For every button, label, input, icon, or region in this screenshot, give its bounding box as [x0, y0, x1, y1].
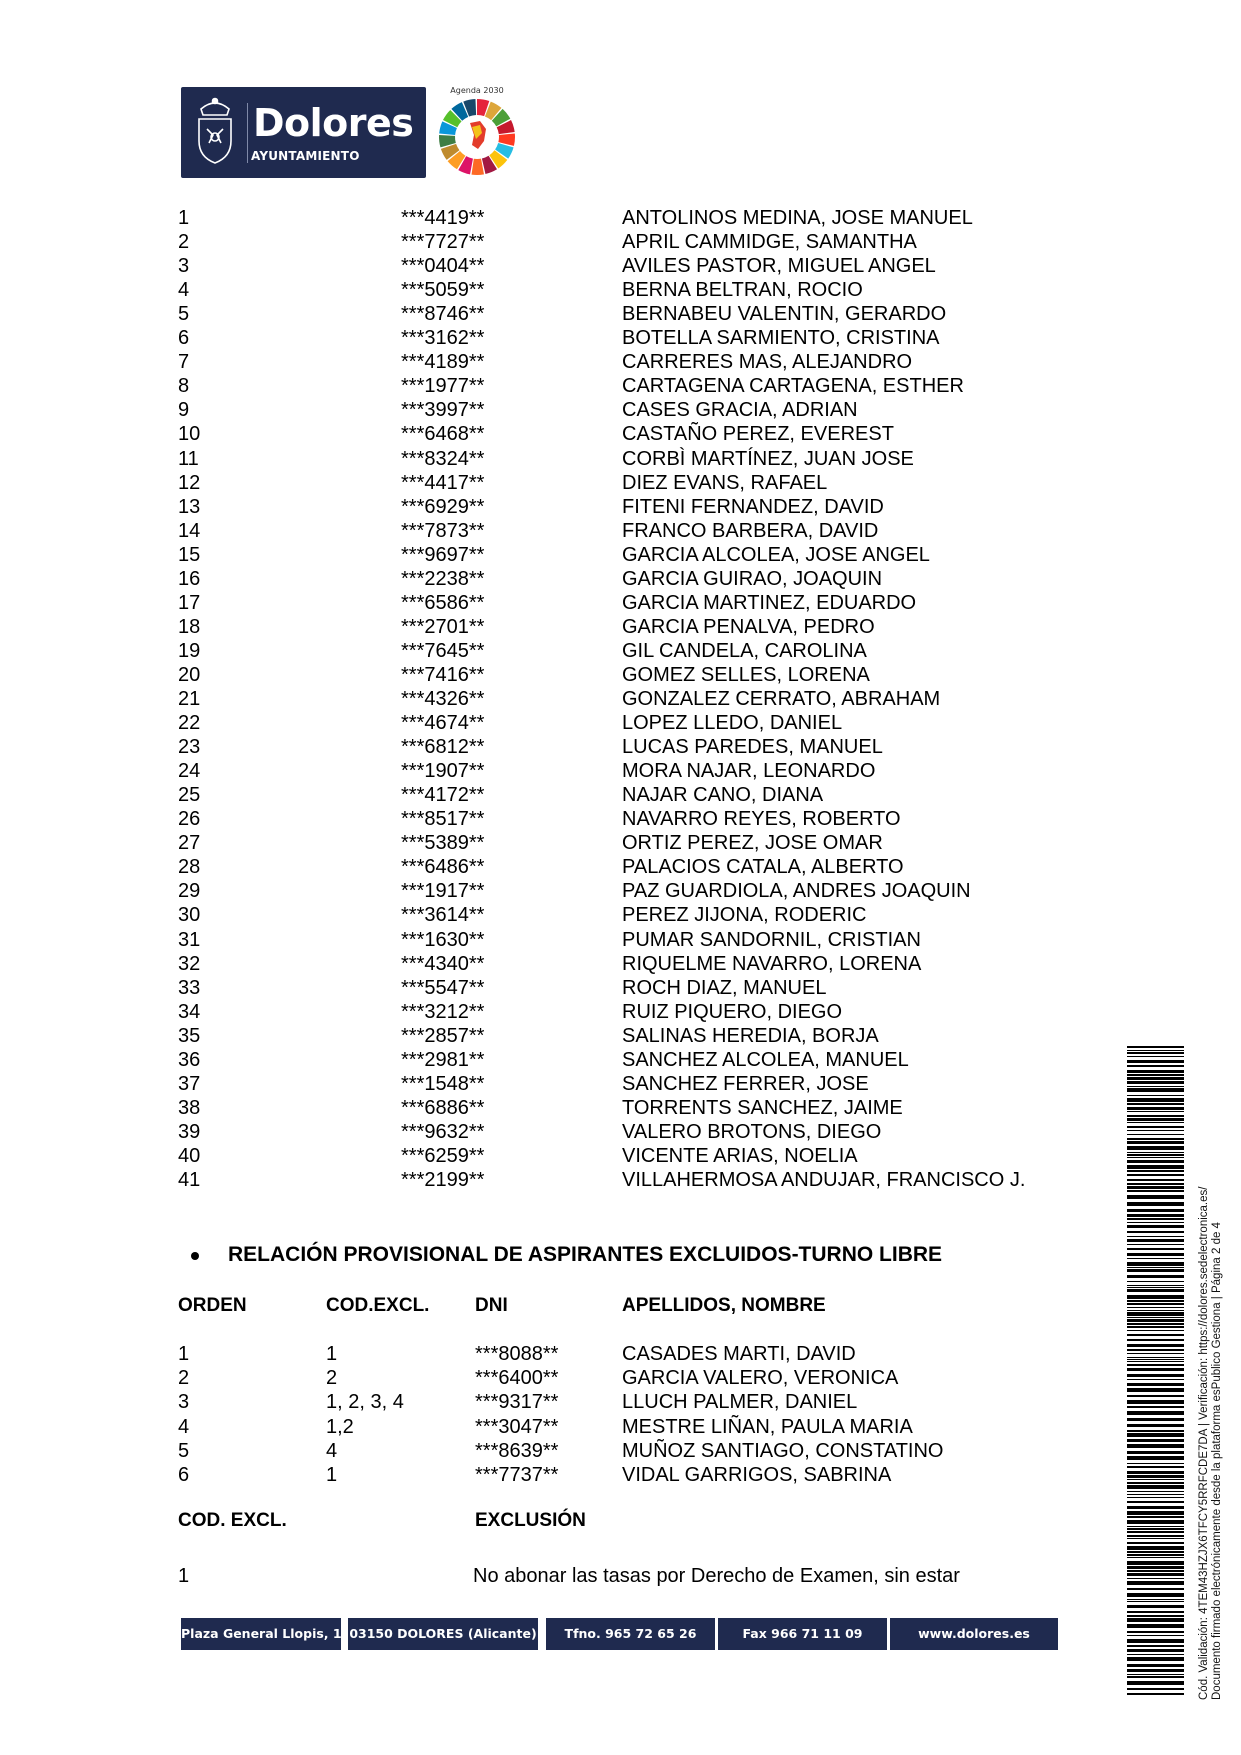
admitted-name: NAVARRO REYES, ROBERTO	[622, 808, 901, 831]
excluded-name: CASADES MARTI, DAVID	[622, 1343, 856, 1365]
admitted-number: 7	[178, 351, 190, 374]
excluded-code: 1	[326, 1343, 338, 1365]
excluded-dni: ***7737**	[475, 1464, 559, 1486]
excluded-code: 4	[326, 1439, 338, 1462]
exclusion-code: 1	[178, 1565, 190, 1587]
admitted-row	[0, 254, 1241, 278]
verification-line-2: Documento firmado electrónicamente desde la plataforma esPublico Gestiona | Página 2 de 4	[1211, 1222, 1223, 1700]
admitted-name: GONZALEZ CERRATO, ABRAHAM	[622, 688, 941, 710]
logo-divider	[247, 103, 248, 163]
admitted-dni: ***4674**	[401, 712, 485, 735]
admitted-number: 27	[178, 832, 201, 855]
admitted-name: ROCH DIAZ, MANUEL	[622, 976, 827, 999]
excluded-dni: ***8088**	[475, 1343, 559, 1365]
admitted-name: GARCIA ALCOLEA, JOSE ANGEL	[622, 543, 930, 566]
excluded-row	[0, 1342, 1241, 1366]
admitted-number: 24	[178, 760, 201, 783]
admitted-name: ORTIZ PEREZ, JOSE OMAR	[622, 832, 883, 855]
footer-web: www.dolores.es	[890, 1618, 1058, 1650]
admitted-row	[0, 422, 1241, 446]
admitted-name: CASTAÑO PEREZ, EVEREST	[622, 423, 894, 446]
excluded-name: LLUCH PALMER, DANIEL	[622, 1391, 858, 1414]
admitted-name: VILLAHERMOSA ANDUJAR, FRANCISCO J.	[622, 1169, 1026, 1191]
admitted-number: 2	[178, 231, 190, 254]
admitted-number: 11	[178, 447, 199, 470]
admitted-number: 12	[178, 471, 201, 494]
footer-phone: Tfno. 965 72 65 26	[546, 1618, 715, 1650]
admitted-dni: ***7416**	[401, 663, 485, 686]
admitted-number: 30	[178, 904, 201, 927]
admitted-dni: ***3997**	[401, 399, 485, 422]
header-dni: DNI	[475, 1295, 508, 1316]
admitted-row	[0, 952, 1241, 976]
admitted-name: CARTAGENA CARTAGENA, ESTHER	[622, 375, 964, 398]
admitted-name: GARCIA MARTINEZ, EDUARDO	[622, 591, 917, 614]
admitted-row	[0, 591, 1241, 615]
excluded-dni: ***8639**	[475, 1439, 559, 1462]
excluded-code: 2	[326, 1367, 338, 1390]
footer-city: 03150 DOLORES (Alicante)	[348, 1618, 538, 1650]
admitted-number: 16	[178, 567, 201, 590]
admitted-dni: ***2199**	[401, 1169, 485, 1191]
admitted-name: AVILES PASTOR, MIGUEL ANGEL	[622, 255, 936, 278]
exclusion-reason-header: EXCLUSIÓN	[475, 1510, 586, 1531]
excluded-section-title: RELACIÓN PROVISIONAL DE ASPIRANTES EXCLUIDOS-TURNO LIBRE	[228, 1243, 943, 1266]
excluded-order: 6	[178, 1464, 190, 1486]
excluded-code: 1, 2, 3, 4	[326, 1391, 404, 1414]
admitted-row	[0, 398, 1241, 422]
admitted-dni: ***1977**	[401, 375, 485, 398]
admitted-dni: ***3614**	[401, 904, 485, 927]
admitted-number: 20	[178, 663, 201, 686]
admitted-dni: ***1548**	[401, 1072, 485, 1095]
admitted-row	[0, 471, 1241, 495]
admitted-row	[0, 519, 1241, 543]
admitted-dni: ***3162**	[401, 327, 485, 350]
admitted-dni: ***2857**	[401, 1024, 485, 1047]
admitted-number: 13	[178, 495, 201, 518]
admitted-dni: ***7645**	[401, 639, 485, 662]
admitted-row	[0, 326, 1241, 350]
admitted-row	[0, 928, 1241, 952]
admitted-row	[0, 783, 1241, 807]
admitted-name: APRIL CAMMIDGE, SAMANTHA	[622, 231, 917, 254]
admitted-name: VALERO BROTONS, DIEGO	[622, 1120, 882, 1143]
admitted-name: RUIZ PIQUERO, DIEGO	[622, 1000, 843, 1023]
admitted-dni: ***8324**	[401, 447, 485, 470]
admitted-row	[0, 495, 1241, 519]
admitted-name: VICENTE ARIAS, NOELIA	[622, 1144, 858, 1167]
admitted-number: 10	[178, 423, 201, 446]
admitted-row	[0, 1000, 1241, 1024]
ayuntamiento-logo	[181, 87, 426, 178]
excluded-row	[0, 1439, 1241, 1463]
admitted-row	[0, 1120, 1241, 1144]
barcode	[1127, 1046, 1184, 1696]
admitted-name: GIL CANDELA, CAROLINA	[622, 639, 867, 662]
admitted-row	[0, 976, 1241, 1000]
admitted-dni: ***4419**	[401, 207, 485, 229]
excluded-order: 5	[178, 1439, 190, 1462]
admitted-dni: ***5547**	[401, 976, 485, 999]
admitted-name: PALACIOS CATALA, ALBERTO	[622, 856, 904, 879]
excluded-code: 1,2	[326, 1415, 354, 1438]
excluded-row	[0, 1366, 1241, 1390]
admitted-number: 33	[178, 976, 201, 999]
excluded-name: MUÑOZ SANTIAGO, CONSTATINO	[622, 1439, 944, 1462]
admitted-dni: ***6929**	[401, 495, 485, 518]
coat-of-arms-icon	[189, 93, 241, 171]
admitted-name: GARCIA GUIRAO, JOAQUIN	[622, 567, 883, 590]
admitted-dni: ***1630**	[401, 928, 485, 951]
excluded-name: GARCIA VALERO, VERONICA	[622, 1367, 899, 1390]
admitted-number: 18	[178, 615, 201, 638]
admitted-number: 22	[178, 712, 201, 735]
admitted-name: BERNA BELTRAN, ROCIO	[622, 279, 863, 302]
exclusion-code-header: COD. EXCL.	[178, 1510, 287, 1531]
admitted-name: GARCIA PENALVA, PEDRO	[622, 615, 875, 638]
admitted-row	[0, 350, 1241, 374]
admitted-dni: ***9632**	[401, 1120, 485, 1143]
admitted-number: 25	[178, 784, 201, 807]
admitted-name: CORBÌ MARTÍNEZ, JUAN JOSE	[622, 447, 914, 470]
admitted-dni: ***7873**	[401, 519, 485, 542]
admitted-name: RIQUELME NAVARRO, LORENA	[622, 952, 922, 975]
admitted-number: 40	[178, 1144, 201, 1167]
footer-address: Plaza General Llopis, 1	[181, 1618, 341, 1650]
admitted-number: 39	[178, 1120, 201, 1143]
admitted-row	[0, 879, 1241, 903]
admitted-number: 19	[178, 639, 201, 662]
admitted-number: 14	[178, 519, 201, 542]
admitted-name: PAZ GUARDIOLA, ANDRES JOAQUIN	[622, 880, 971, 903]
admitted-dni: ***6259**	[401, 1144, 485, 1167]
admitted-row	[0, 639, 1241, 663]
admitted-name: DIEZ EVANS, RAFAEL	[622, 471, 828, 494]
admitted-row	[0, 302, 1241, 326]
bullet-icon	[191, 1252, 199, 1260]
admitted-number: 29	[178, 880, 201, 903]
admitted-name: FITENI FERNANDEZ, DAVID	[622, 495, 884, 518]
admitted-name: MORA NAJAR, LEONARDO	[622, 760, 876, 783]
admitted-row	[0, 567, 1241, 591]
admitted-number: 26	[178, 808, 201, 831]
admitted-name: CASES GRACIA, ADRIAN	[622, 399, 858, 422]
admitted-number: 36	[178, 1048, 201, 1071]
excluded-code: 1	[326, 1464, 338, 1486]
header-name: APELLIDOS, NOMBRE	[622, 1295, 826, 1316]
header-code: COD.EXCL.	[326, 1295, 430, 1316]
verification-line-1: Cód. Validación: 4TEM43HZJX6TFCY5RRFCDE7DA | Verificación: https://dolores.sedelectronica.es/	[1198, 1186, 1210, 1700]
admitted-row	[0, 663, 1241, 687]
admitted-number: 17	[178, 591, 201, 614]
excluded-order: 1	[178, 1343, 190, 1365]
admitted-dni: ***8517**	[401, 808, 485, 831]
admitted-name: LUCAS PAREDES, MANUEL	[622, 736, 883, 759]
exclusion-reason: No abonar las tasas por Derecho de Examen, sin estar	[473, 1565, 960, 1587]
admitted-number: 23	[178, 736, 201, 759]
admitted-dni: ***1907**	[401, 760, 485, 783]
agenda-2030-logo	[432, 83, 522, 179]
admitted-number: 8	[178, 375, 190, 398]
admitted-dni: ***4189**	[401, 351, 485, 374]
admitted-number: 32	[178, 952, 201, 975]
admitted-name: SANCHEZ FERRER, JOSE	[622, 1072, 869, 1095]
admitted-dni: ***6486**	[401, 856, 485, 879]
verification-text	[1198, 1187, 1224, 1700]
admitted-dni: ***5059**	[401, 279, 485, 302]
admitted-dni: ***4417**	[401, 471, 485, 494]
admitted-number: 4	[178, 279, 190, 302]
admitted-number: 21	[178, 688, 201, 710]
admitted-dni: ***6812**	[401, 736, 485, 759]
admitted-name: CARRERES MAS, ALEJANDRO	[622, 351, 913, 374]
admitted-dni: ***7727**	[401, 231, 485, 254]
admitted-name: BERNABEU VALENTIN, GERARDO	[622, 303, 947, 326]
excluded-dni: ***6400**	[475, 1367, 559, 1390]
admitted-row	[0, 1048, 1241, 1072]
admitted-name: SANCHEZ ALCOLEA, MANUEL	[622, 1048, 909, 1071]
admitted-row	[0, 278, 1241, 302]
admitted-name: PEREZ JIJONA, RODERIC	[622, 904, 867, 927]
admitted-dni: ***8746**	[401, 303, 485, 326]
excluded-name: VIDAL GARRIGOS, SABRINA	[622, 1464, 892, 1486]
admitted-number: 41	[178, 1169, 201, 1191]
admitted-number: 35	[178, 1024, 201, 1047]
excluded-row	[0, 1463, 1241, 1487]
logo-title: Dolores	[253, 101, 414, 145]
footer-fax: Fax 966 71 11 09	[718, 1618, 887, 1650]
admitted-dni: ***6886**	[401, 1096, 485, 1119]
admitted-row	[0, 615, 1241, 639]
admitted-number: 5	[178, 303, 190, 326]
admitted-name: PUMAR SANDORNIL, CRISTIAN	[622, 928, 921, 951]
logo-subtitle: AYUNTAMIENTO	[251, 149, 360, 163]
excluded-row	[0, 1415, 1241, 1439]
admitted-dni: ***0404**	[401, 255, 485, 278]
excluded-name: MESTRE LIÑAN, PAULA MARIA	[622, 1415, 913, 1438]
admitted-dni: ***4326**	[401, 688, 485, 710]
excluded-order: 4	[178, 1415, 190, 1438]
admitted-row	[0, 374, 1241, 398]
admitted-row	[0, 206, 1241, 230]
admitted-row	[0, 543, 1241, 567]
admitted-row	[0, 1024, 1241, 1048]
admitted-number: 1	[178, 207, 190, 229]
admitted-number: 38	[178, 1096, 201, 1119]
admitted-number: 37	[178, 1072, 201, 1095]
admitted-dni: ***5389**	[401, 832, 485, 855]
admitted-row	[0, 1168, 1241, 1192]
excluded-dni: ***3047**	[475, 1415, 559, 1438]
admitted-number: 34	[178, 1000, 201, 1023]
admitted-name: TORRENTS SANCHEZ, JAIME	[622, 1096, 903, 1119]
admitted-row	[0, 807, 1241, 831]
admitted-dni: ***6586**	[401, 591, 485, 614]
admitted-row	[0, 903, 1241, 927]
admitted-dni: ***9697**	[401, 543, 485, 566]
admitted-dni: ***4172**	[401, 784, 485, 807]
admitted-dni: ***4340**	[401, 952, 485, 975]
admitted-row	[0, 447, 1241, 471]
admitted-row	[0, 855, 1241, 879]
admitted-dni: ***2701**	[401, 615, 485, 638]
admitted-number: 28	[178, 856, 201, 879]
admitted-name: NAJAR CANO, DIANA	[622, 784, 824, 807]
admitted-row	[0, 687, 1241, 711]
admitted-number: 3	[178, 255, 190, 278]
admitted-row	[0, 230, 1241, 254]
admitted-number: 9	[178, 399, 190, 422]
excluded-order: 3	[178, 1391, 190, 1414]
admitted-name: GOMEZ SELLES, LORENA	[622, 663, 870, 686]
admitted-number: 15	[178, 543, 201, 566]
admitted-name: ANTOLINOS MEDINA, JOSE MANUEL	[622, 207, 973, 229]
agenda-label: Agenda 2030	[450, 86, 504, 95]
admitted-row	[0, 1096, 1241, 1120]
admitted-row	[0, 1144, 1241, 1168]
admitted-dni: ***2238**	[401, 567, 485, 590]
admitted-row	[0, 735, 1241, 759]
admitted-row	[0, 1072, 1241, 1096]
excluded-row	[0, 1390, 1241, 1414]
admitted-name: SALINAS HEREDIA, BORJA	[622, 1024, 879, 1047]
admitted-dni: ***2981**	[401, 1048, 485, 1071]
admitted-dni: ***6468**	[401, 423, 485, 446]
admitted-dni: ***1917**	[401, 880, 485, 903]
excluded-dni: ***9317**	[475, 1391, 559, 1414]
admitted-name: LOPEZ LLEDO, DANIEL	[622, 712, 843, 735]
header-order: ORDEN	[178, 1295, 247, 1316]
admitted-number: 31	[178, 928, 201, 951]
admitted-number: 6	[178, 327, 190, 350]
admitted-row	[0, 711, 1241, 735]
excluded-order: 2	[178, 1367, 190, 1390]
admitted-row	[0, 831, 1241, 855]
admitted-row	[0, 759, 1241, 783]
admitted-name: FRANCO BARBERA, DAVID	[622, 519, 879, 542]
admitted-dni: ***3212**	[401, 1000, 485, 1023]
admitted-name: BOTELLA SARMIENTO, CRISTINA	[622, 327, 940, 350]
